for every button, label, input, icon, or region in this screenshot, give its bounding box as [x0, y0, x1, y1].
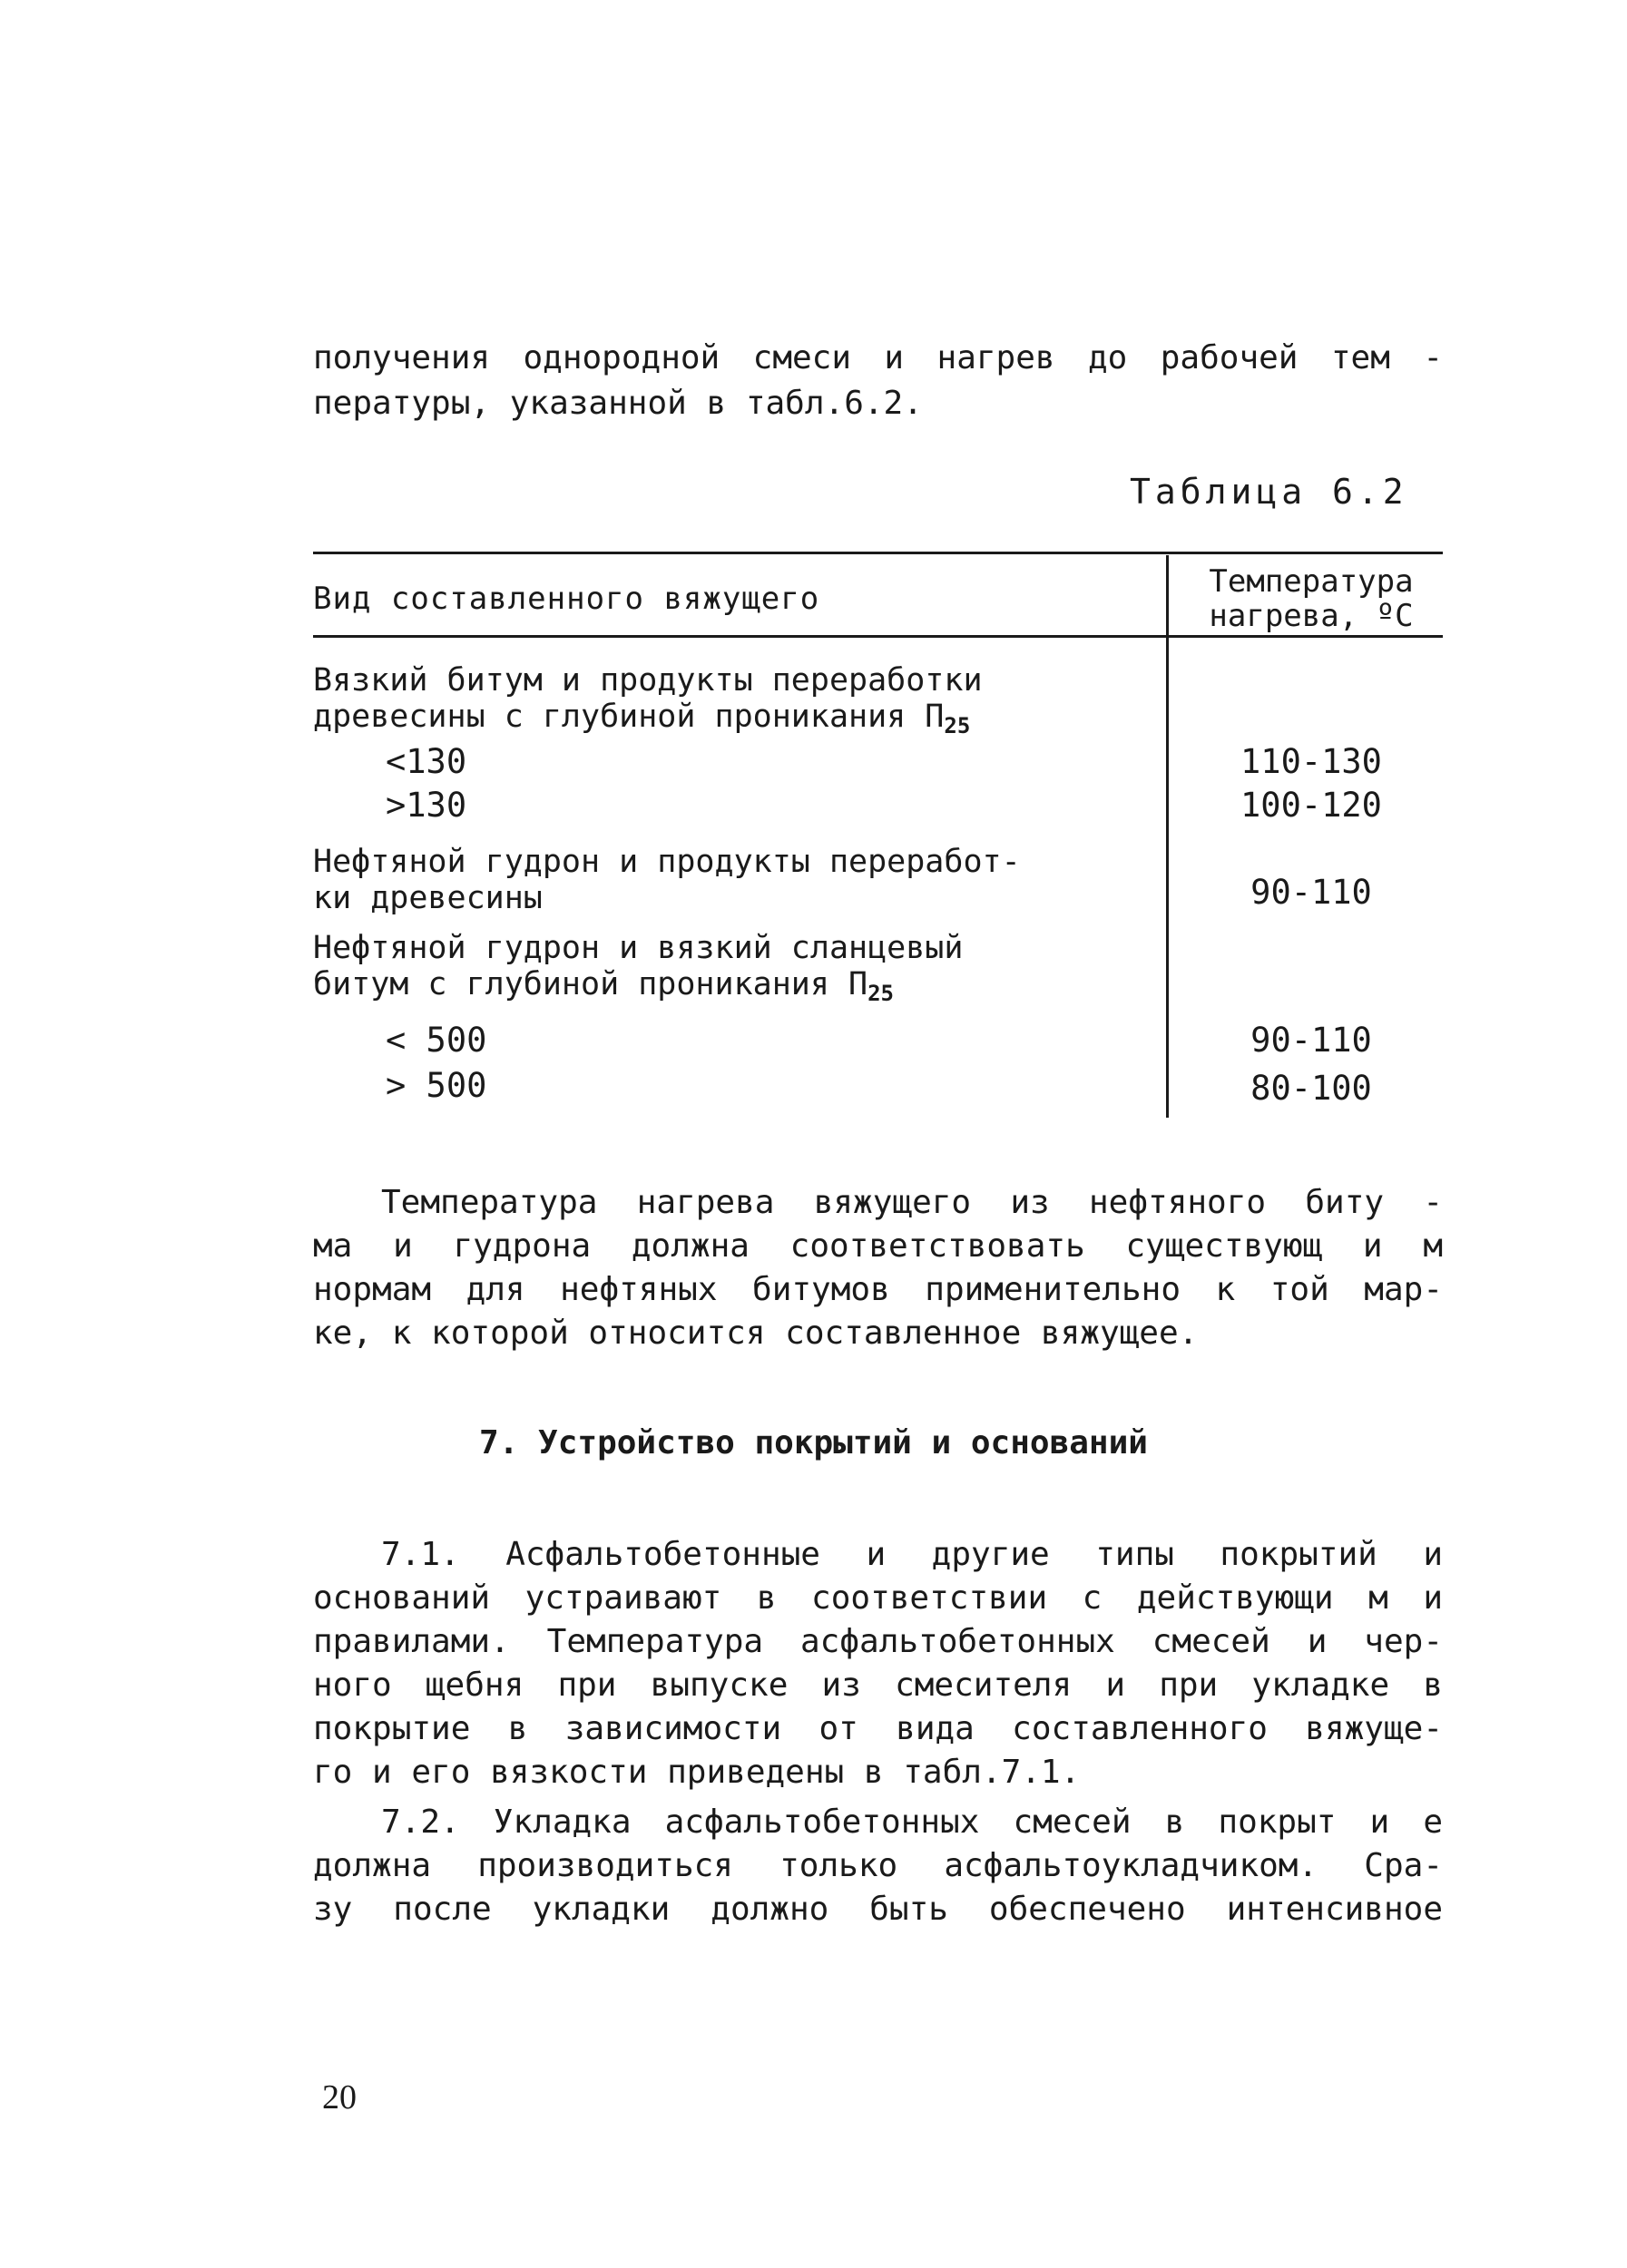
header-right-line: нагрева, ºС	[1209, 598, 1414, 634]
text-line: оснований устраивают в соответствии с действующи м и	[313, 1579, 1443, 1617]
text-line: зу после укладки должно быть обеспечено интенсивное	[313, 1891, 1443, 1928]
text-line: древесины с глубиной проникания $П_{25}$	[313, 699, 971, 738]
table-row-value: 100-120	[1240, 786, 1382, 825]
table-row-value: 90-110	[1250, 873, 1372, 912]
table-row-label: > 500	[386, 1066, 487, 1105]
table-group-text	[313, 930, 1143, 1012]
table-group-text	[313, 844, 1143, 916]
text-line: Нефтяной гудрон и вязкий сланцевый	[313, 930, 964, 966]
text-line: Нефтяной гудрон и продукты переработ-	[313, 844, 1021, 880]
text-line: ного щебня при выпуске из смесителя и при укладке в	[313, 1667, 1443, 1704]
text-line: битум с глубиной проникания $П_{25}$	[313, 966, 894, 1006]
table-row-value: 90-110	[1250, 1021, 1372, 1060]
table-row-value: 110-130	[1240, 742, 1382, 781]
table-row-value: 80-100	[1250, 1069, 1372, 1108]
page-number: 20	[322, 2078, 357, 2116]
text-line: Температура нагрева вяжущего из нефтяного биту -	[381, 1184, 1443, 1221]
table-row-label: >130	[386, 786, 467, 825]
text-line: ки древесины	[313, 880, 543, 916]
table-caption: Таблица 6.2	[1130, 472, 1408, 512]
text-line: 7.1. Асфальтобетонные и другие типы покрытий и	[381, 1536, 1443, 1573]
table-header-right	[1180, 564, 1443, 633]
table-row-label: <130	[386, 742, 467, 781]
text-line: нормам для нефтяных битумов применительно к той мар-	[313, 1271, 1443, 1308]
text-line: ке, к которой относится составленное вяжущее.	[313, 1315, 1199, 1352]
text-line: ма и гудрона должна соответствовать существующ и м	[313, 1227, 1443, 1265]
text-line: получения однородной смеси и нагрев до рабочей тем -	[313, 339, 1443, 376]
paragraph-binder-temperature	[313, 1181, 1443, 1355]
text-line: 7.2. Укладка асфальтобетонных смесей в покрыт и е	[381, 1804, 1443, 1841]
text-line: должна производиться только асфальтоукладчиком. Сра-	[313, 1847, 1443, 1884]
text-line: го и его вязкости приведены в табл.7.1.	[313, 1754, 1081, 1791]
text-line: пературы, указанной в табл.6.2.	[313, 385, 923, 422]
section-heading: 7. Устройство покрытий и оснований	[479, 1424, 1148, 1461]
table-column-divider	[1166, 555, 1169, 1118]
text-line: покрытие в зависимости от вида составленного вяжуще-	[313, 1710, 1443, 1747]
table-row-label: < 500	[386, 1021, 487, 1060]
table-header-left: Вид составленного вяжущего	[313, 581, 820, 617]
table-header-rule	[313, 635, 1443, 638]
table-top-rule	[313, 552, 1443, 554]
intro-paragraph	[313, 336, 1443, 426]
paragraph-7-2	[313, 1801, 1443, 1931]
text-line: Вязкий битум и продукты переработки	[313, 662, 983, 699]
header-right-line: Температура	[1209, 563, 1414, 600]
paragraph-7-1	[313, 1533, 1443, 1794]
table-group-text	[313, 662, 1143, 744]
text-line: правилами. Температура асфальтобетонных смесей и чер-	[313, 1623, 1443, 1660]
